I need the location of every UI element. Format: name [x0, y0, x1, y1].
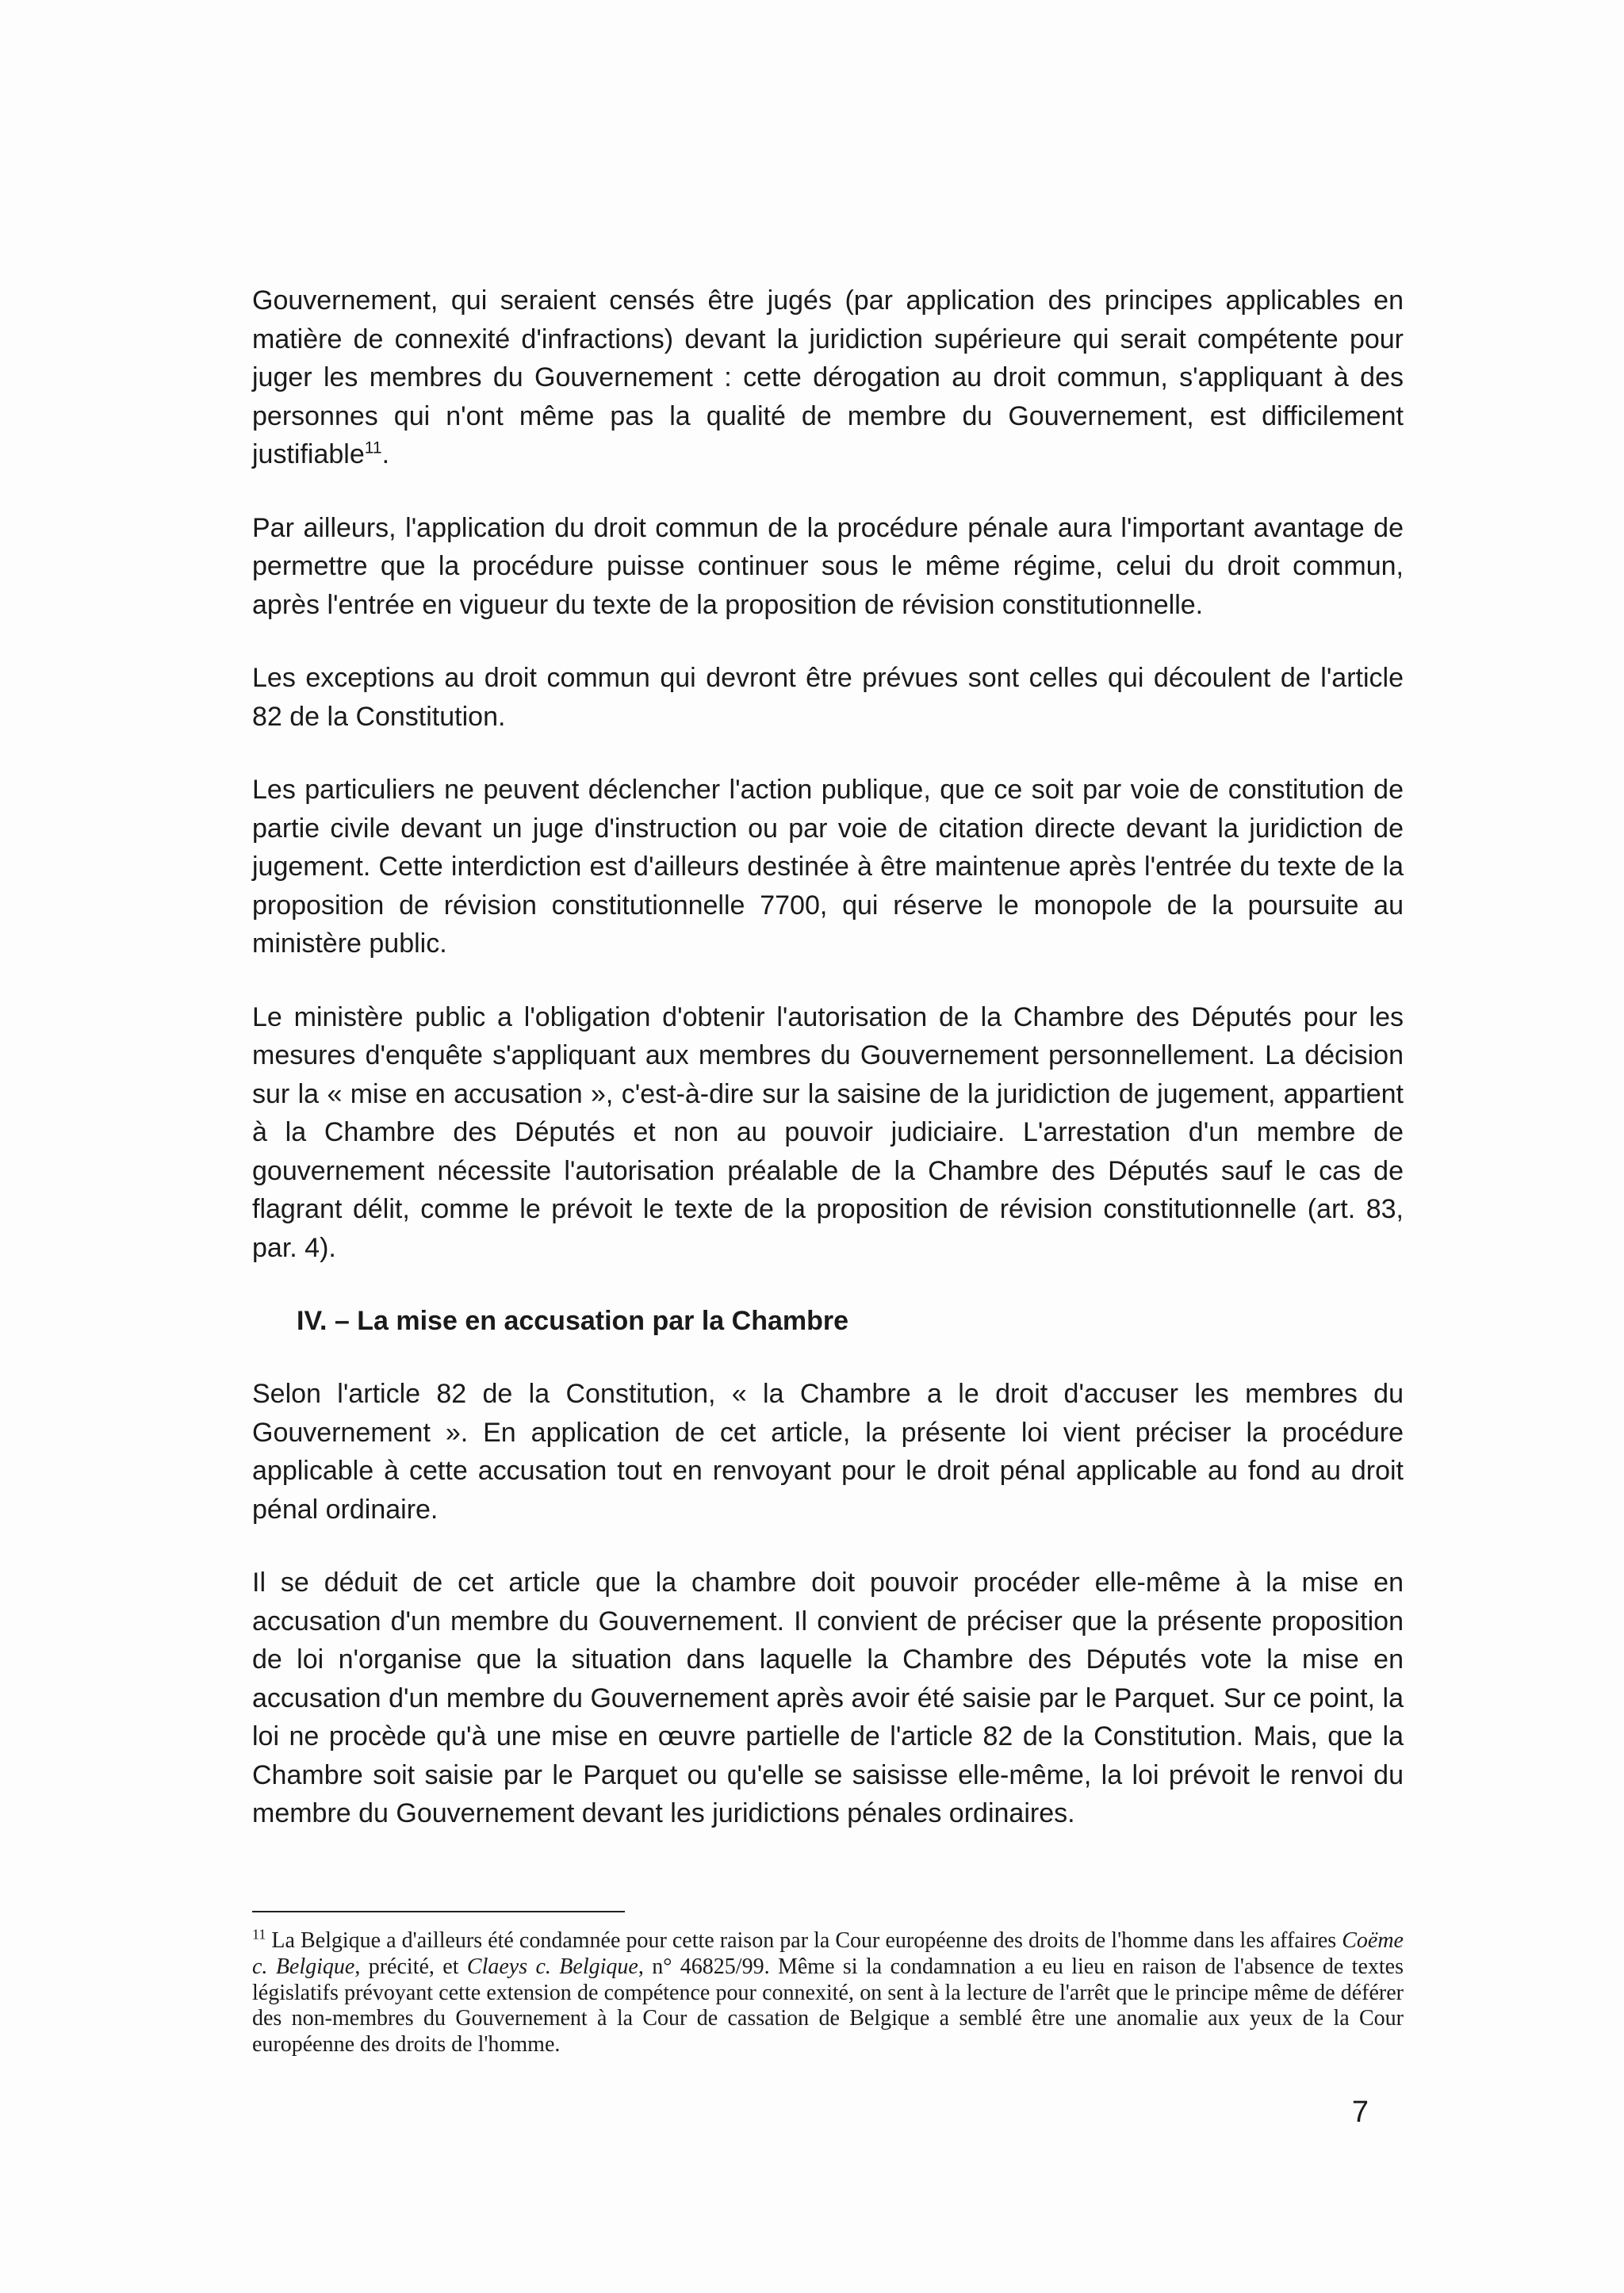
footnote-text: La Belgique a d'ailleurs été condamnée pour cette raison par la Cour européenne des droits de l'homme dans les affaires: [266, 1928, 1342, 1953]
footnote-reference[interactable]: 11: [364, 438, 382, 457]
paragraph-droit-commun: Par ailleurs, l'application du droit commun de la procédure pénale aura l'important avantage de permettre que la procédure puisse continuer sous le même régime, celui du droit commun, après l'entrée en vigueur du texte de la proposition de révision constitutionnelle.: [252, 512, 1404, 620]
paragraph-end: .: [381, 439, 390, 469]
footnote-case-claeys: Claeys c. Belgique: [466, 1954, 638, 1979]
footnote-text: , précité, et: [354, 1954, 467, 1979]
footnote: [252, 1928, 1404, 2058]
paragraph-exceptions: Les exceptions au droit commun qui devront être prévues sont celles qui découlent de l'article 82 de la Constitution.: [252, 663, 1404, 732]
footnote-number: 11: [252, 1926, 266, 1943]
footnote-text: , n° 46825/99. Même si la condamnation a eu lieu en raison de l'absence de textes législatifs prévoyant cette extension de compétence pour connexité, on sent à la lecture de l'arrêt que le principe même de déférer des non-membres du Gouvernement à la Cour de cassation de Belgique a semblé être une anomalie aux yeux de la Cour européenne des droits de l'homme.: [252, 1954, 1404, 2058]
paragraph-article-82: Selon l'article 82 de la Constitution, « la Chambre a le droit d'accuser les membres du Gouvernement ». En application de cet article, la présente loi vient préciser la procédure applicable à cette accusation tout en renvoyant pour le droit pénal applicable au fond au droit pénal ordinaire.: [252, 1379, 1404, 1525]
paragraph-mise-en-accusation: Il se déduit de cet article que la chambre doit pouvoir procéder elle-même à la mise en accusation d'un membre du Gouvernement. Il convient de préciser que la présente proposition de loi n'organise que la situation dans laquelle la Chambre des Députés vote la mise en accusation d'un membre du Gouvernement après avoir été saisie par le Parquet. Sur ce point, la loi ne procède qu'à une mise en œuvre partielle de l'article 82 de la Constitution. Mais, que la Chambre soit saisie par le Parquet ou qu'elle se saisisse elle-même, la loi prévoit le renvoi du membre du Gouvernement devant les juridictions pénales ordinaires.: [252, 1568, 1404, 1828]
footnote-case-coeme: Coëme c. Belgique: [252, 1928, 1404, 1979]
footnote-separator: [252, 1911, 625, 1912]
paragraph-particuliers: Les particuliers ne peuvent déclencher l'action publique, que ce soit par voie de constitution de partie civile devant un juge d'instruction ou par voie de citation directe devant la juridiction de jugement. Cette interdiction est d'ailleurs destinée à être maintenue après l'entrée du texte de la proposition de révision constitutionnelle 7700, qui réserve le monopole de la poursuite au ministère public.: [252, 775, 1404, 959]
section-heading: IV. – La mise en accusation par la Chambre: [297, 1306, 849, 1336]
paragraph-text: Gouvernement, qui seraient censés être jugés (par application des principes applicables en matière de connexité d'infractions) devant la juridiction supérieure qui serait compétente pour juger les membres du Gouvernement : cette dérogation au droit commun, s'appliquant à des personnes qui n'ont même pas la qualité de membre du Gouvernement, est difficilement justifiable: [252, 285, 1404, 469]
document-body: [252, 281, 1404, 1868]
page-number: 7: [1351, 2096, 1369, 2129]
paragraph-connexite: [252, 281, 1404, 474]
paragraph-ministere-public: Le ministère public a l'obligation d'obtenir l'autorisation de la Chambre des Députés pour les mesures d'enquête s'appliquant aux membres du Gouvernement personnellement. La décision sur la « mise en accusation », c'est-à-dire sur la saisine de la juridiction de jugement, appartient à la Chambre des Députés et non au pouvoir judiciaire. L'arrestation d'un membre de gouvernement nécessite l'autorisation préalable de la Chambre des Députés sauf le cas de flagrant délit, comme le prévoit le texte de la proposition de révision constitutionnelle (art. 83, par. 4).: [252, 1001, 1404, 1263]
